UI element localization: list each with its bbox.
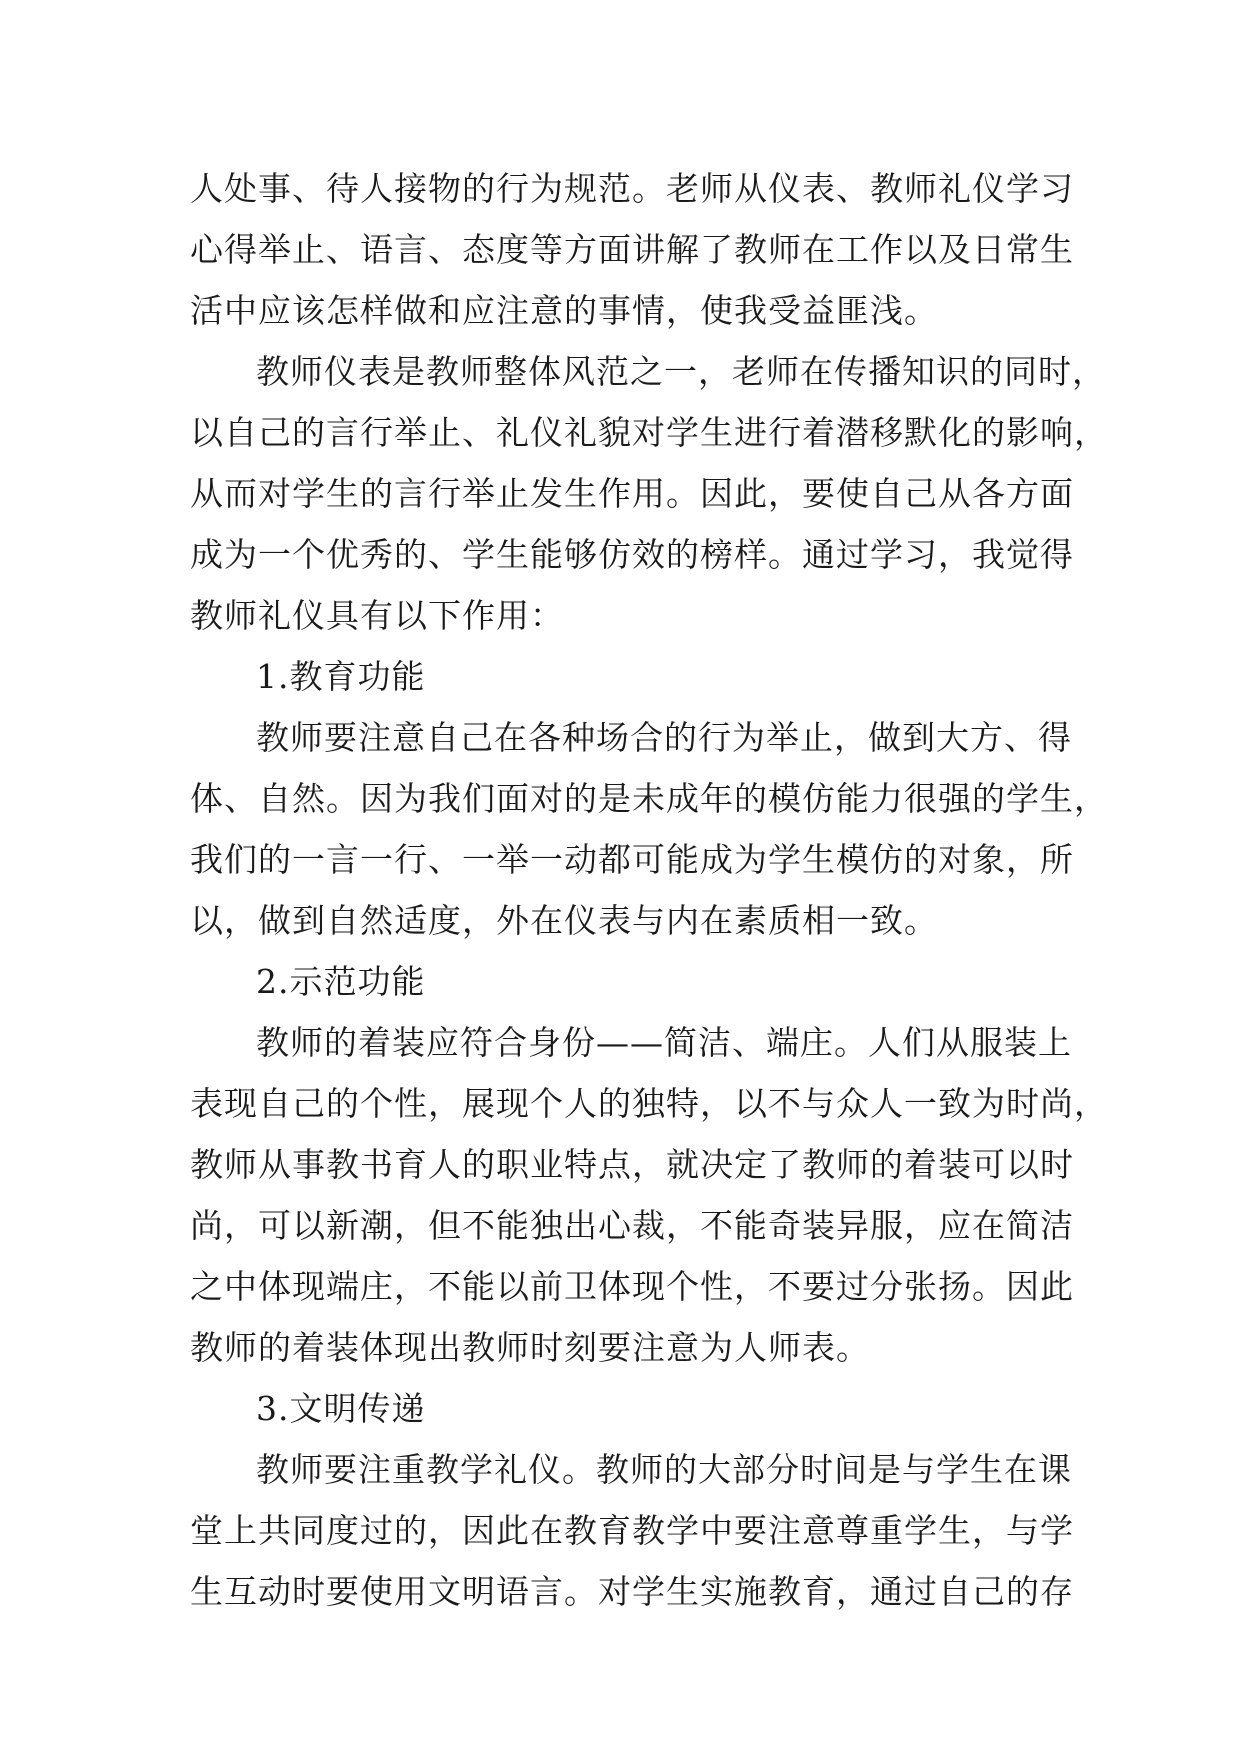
paragraph-line: 体、自然。因为我们面对的是未成年的模仿能力很强的学生， <box>190 779 1108 818</box>
paragraph-line: 成为一个优秀的、学生能够仿效的榜样。通过学习，我觉得 <box>190 535 1074 574</box>
section-heading: 1.教育功能 <box>256 657 426 696</box>
paragraph-line: 以，做到自然适度，外在仪表与内在素质相一致。 <box>190 901 938 940</box>
section-heading: 2.示范功能 <box>256 962 426 1001</box>
paragraph-line: 堂上共同度过的，因此在教育教学中要注意尊重学生，与学 <box>190 1511 1074 1550</box>
paragraph-line: 教师礼仪具有以下作用： <box>190 596 564 635</box>
paragraph-line: 教师的着装应符合身份——简洁、端庄。人们从服装上 <box>256 1023 1072 1062</box>
paragraph-line: 教师要注重教学礼仪。教师的大部分时间是与学生在课 <box>256 1450 1072 1489</box>
document-body <box>190 158 1108 1622</box>
paragraph-line: 教师要注意自己在各种场合的行为举止，做到大方、得 <box>256 718 1072 757</box>
paragraph-line: 心得举止、语言、态度等方面讲解了教师在工作以及日常生 <box>190 230 1074 269</box>
section-heading: 3.文明传递 <box>256 1389 426 1428</box>
paragraph-line: 表现自己的个性，展现个人的独特，以不与众人一致为时尚， <box>190 1084 1108 1123</box>
paragraph-line: 活中应该怎样做和应注意的事情，使我受益匪浅。 <box>190 291 938 330</box>
paragraph-line: 教师仪表是教师整体风范之一，老师在传播知识的同时， <box>256 352 1106 391</box>
paragraph-line: 以自己的言行举止、礼仪礼貌对学生进行着潜移默化的影响， <box>190 413 1108 452</box>
paragraph-line: 尚，可以新潮，但不能独出心裁，不能奇装异服，应在简洁 <box>190 1206 1074 1245</box>
paragraph-line: 生互动时要使用文明语言。对学生实施教育，通过自己的存 <box>190 1572 1074 1611</box>
paragraph-line: 教师从事教书育人的职业特点，就决定了教师的着装可以时 <box>190 1145 1074 1184</box>
paragraph-line: 人处事、待人接物的行为规范。老师从仪表、教师礼仪学习 <box>190 169 1074 208</box>
paragraph-line: 之中体现端庄，不能以前卫体现个性，不要过分张扬。因此 <box>190 1267 1074 1306</box>
paragraph-line: 教师的着装体现出教师时刻要注意为人师表。 <box>190 1328 870 1367</box>
paragraph-line: 我们的一言一行、一举一动都可能成为学生模仿的对象，所 <box>190 840 1074 879</box>
paragraph-line: 从而对学生的言行举止发生作用。因此，要使自己从各方面 <box>190 474 1074 513</box>
